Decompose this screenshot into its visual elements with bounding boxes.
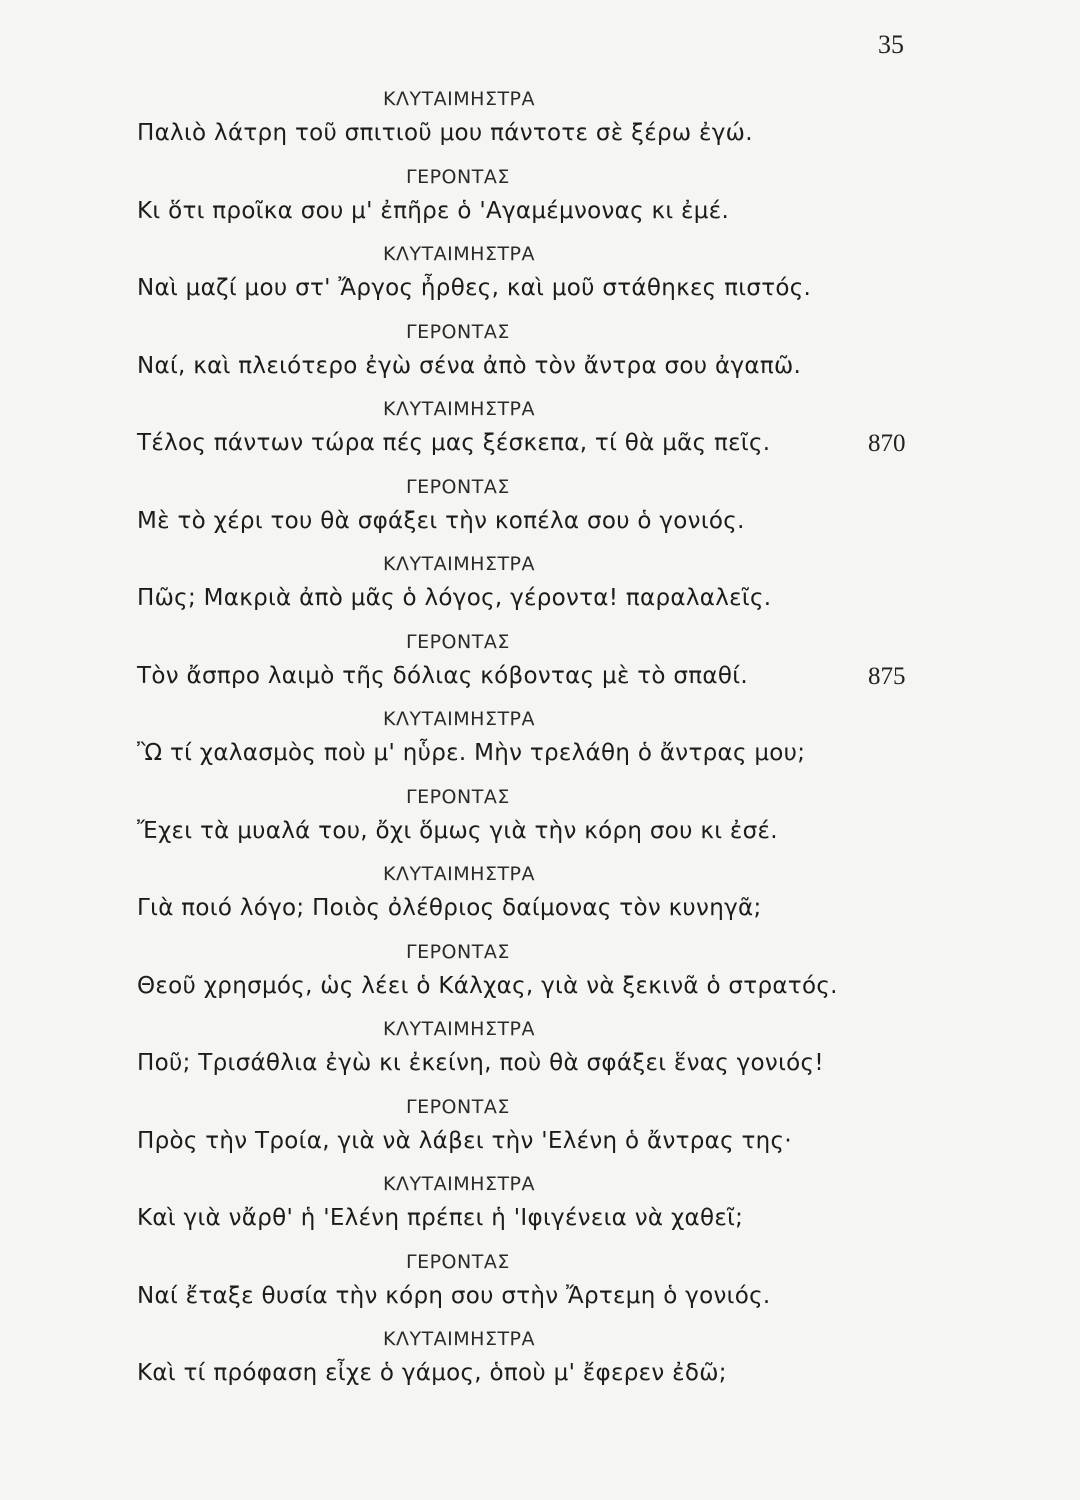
dialogue-block [0, 863, 1080, 941]
page-number: 35 [878, 30, 904, 59]
verse-line: Παλιὸ λάτρη τοῦ σπιτιοῦ μου πάντοτε σὲ ξέρω ἐγώ. [137, 120, 753, 146]
dialogue-block [0, 941, 1080, 1019]
verse-line: Κι ὅτι προῖκα σου μ' ἐπῆρε ὁ 'Αγαμέμνονας κι ἐμέ. [137, 197, 730, 224]
verse-line: Μὲ τὸ χέρι του θὰ σφάξει τὴν κοπέλα σου ὁ γονιός. [137, 507, 745, 534]
speaker-name: ΓΕΡΟΝΤΑΣ [406, 630, 510, 653]
verse-line: Τὸν ἄσπρο λαιμὸ τῆς δόλιας κόβοντας μὲ τὸ σπαθί. [137, 662, 748, 689]
verse-line: Καὶ γιὰ νἄρθ' ἡ 'Ελένη πρέπει ἡ 'Ιφιγένεια νὰ χαθεῖ; [137, 1205, 744, 1231]
dialogue-block [0, 398, 1080, 476]
speaker-name: ΓΕΡΟΝΤΑΣ [406, 320, 510, 343]
dialogue-block [0, 1251, 1080, 1329]
line-number: 870 [868, 430, 906, 457]
line-number: 875 [868, 662, 906, 690]
verse-line: Ναὶ μαζί μου στ' Ἄργος ἦρθες, καὶ μοῦ στάθηκες πιστός. [137, 275, 812, 301]
speaker-name: ΚΛΥΤΑΙΜΗΣΤΡΑ [383, 243, 536, 265]
verse-line: Ποῦ; Τρισάθλια ἐγὼ κι ἐκείνη, ποὺ θὰ σφάξει ἕνας γονιός! [137, 1050, 824, 1076]
dialogue-block [0, 166, 1080, 244]
verse-line: Ναί, καὶ πλειότερο ἐγὼ σένα ἀπὸ τὸν ἄντρα σου ἀγαπῶ. [137, 352, 802, 379]
dialogue [0, 88, 1080, 1406]
dialogue-block [0, 476, 1080, 554]
verse-line: Θεοῦ χρησμός, ὡς λέει ὁ Κάλχας, γιὰ νὰ ξεκινᾶ ὁ στρατός. [137, 972, 838, 999]
dialogue-block [0, 631, 1080, 709]
verse-line: Γιὰ ποιό λόγο; Ποιὸς ὀλέθριος δαίμονας τὸν κυνηγᾶ; [137, 895, 762, 921]
speaker-name: ΓΕΡΟΝΤΑΣ [406, 165, 510, 188]
speaker-name: ΚΛΥΤΑΙΜΗΣΤΡΑ [383, 708, 536, 730]
speaker-name: ΚΛΥΤΑΙΜΗΣΤΡΑ [383, 553, 536, 575]
dialogue-block [0, 321, 1080, 399]
speaker-name: ΓΕΡΟΝΤΑΣ [406, 1095, 510, 1118]
speaker-name: ΓΕΡΟΝΤΑΣ [406, 475, 510, 498]
verse-line: Τέλος πάντων τώρα πές μας ξέσκεπα, τί θὰ μᾶς πεῖς. [137, 430, 771, 456]
dialogue-block [0, 553, 1080, 631]
verse-line: Πρὸς τὴν Τροία, γιὰ νὰ λάβει τὴν 'Ελένη ὁ ἄντρας της· [137, 1127, 792, 1154]
verse-line: Πῶς; Μακριὰ ἀπὸ μᾶς ὁ λόγος, γέροντα! παραλαλεῖς. [137, 585, 772, 611]
speaker-name: ΓΕΡΟΝΤΑΣ [406, 1250, 510, 1273]
dialogue-block [0, 243, 1080, 321]
speaker-name: ΓΕΡΟΝΤΑΣ [406, 940, 510, 963]
speaker-name: ΚΛΥΤΑΙΜΗΣΤΡΑ [383, 1018, 536, 1040]
dialogue-block [0, 1328, 1080, 1406]
speaker-name: ΚΛΥΤΑΙΜΗΣΤΡΑ [383, 1173, 536, 1195]
verse-line: Ὢ τί χαλασμὸς ποὺ μ' ηὗρε. Μὴν τρελάθη ὁ ἄντρας μου; [137, 740, 806, 766]
dialogue-block [0, 708, 1080, 786]
verse-line: Ναί ἔταξε θυσία τὴν κόρη σου στὴν Ἄρτεμη ὁ γονιός. [137, 1282, 771, 1309]
speaker-name: ΚΛΥΤΑΙΜΗΣΤΡΑ [383, 863, 536, 885]
dialogue-block [0, 1018, 1080, 1096]
speaker-name: ΚΛΥΤΑΙΜΗΣΤΡΑ [383, 1328, 536, 1350]
verse-line: Ἔχει τὰ μυαλά του, ὄχι ὅμως γιὰ τὴν κόρη σου κι ἐσέ. [137, 817, 778, 844]
dialogue-block [0, 1173, 1080, 1251]
verse-line: Καὶ τί πρόφαση εἶχε ὁ γάμος, ὁποὺ μ' ἔφερεν ἐδῶ; [137, 1360, 727, 1386]
dialogue-block [0, 1096, 1080, 1174]
dialogue-block [0, 786, 1080, 864]
speaker-name: ΓΕΡΟΝΤΑΣ [406, 785, 510, 808]
dialogue-block [0, 88, 1080, 166]
speaker-name: ΚΛΥΤΑΙΜΗΣΤΡΑ [383, 398, 536, 420]
speaker-name: ΚΛΥΤΑΙΜΗΣΤΡΑ [383, 88, 536, 110]
